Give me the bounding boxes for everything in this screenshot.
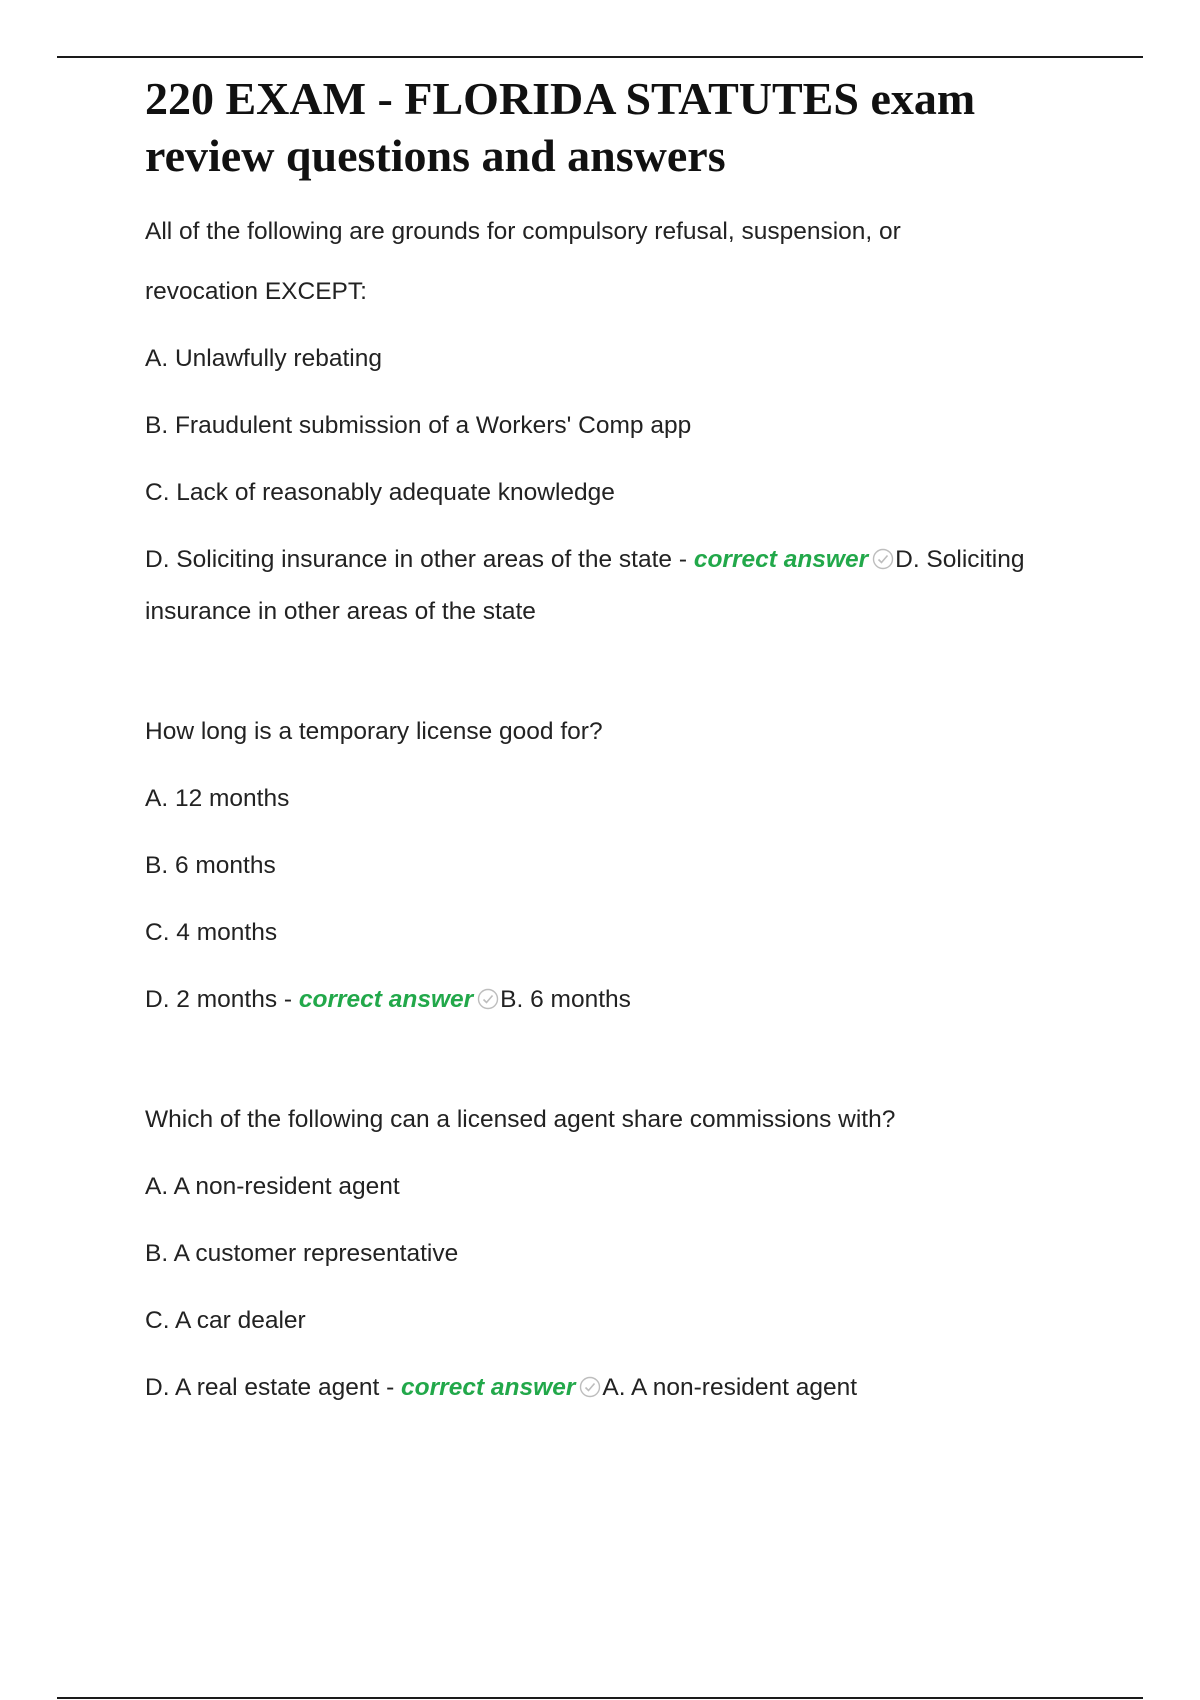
question-2 xyxy=(145,706,1085,1026)
check-circle-icon xyxy=(579,1376,601,1398)
question-stem: revocation EXCEPT: xyxy=(145,278,367,305)
option-d: D. Soliciting insurance in other areas of the state - xyxy=(145,546,694,573)
option-c: C. Lack of reasonably adequate knowledge xyxy=(145,479,615,506)
question-stem: Which of the following can a licensed agent share commissions with? xyxy=(145,1106,896,1133)
option-b: B. Fraudulent submission of a Workers' Comp app xyxy=(145,412,692,439)
option-d-with-answer xyxy=(145,1362,1085,1414)
option-b: B. 6 months xyxy=(145,852,276,879)
top-rule xyxy=(57,56,1143,58)
question-1 xyxy=(145,206,1085,638)
correct-answer-label: correct answer xyxy=(298,986,474,1013)
option-d: D. A real estate agent - xyxy=(145,1374,402,1401)
option-c: C. 4 months xyxy=(145,919,278,946)
option-d-with-answer xyxy=(145,534,1085,638)
document-title: 220 EXAM - FLORIDA STATUTES exam review questions and answers xyxy=(145,73,976,181)
bottom-rule xyxy=(57,1697,1143,1699)
option-d: D. 2 months - xyxy=(145,986,299,1013)
option-c: C. A car dealer xyxy=(145,1307,306,1334)
correct-answer-label: correct answer xyxy=(401,1374,576,1401)
question-stem: How long is a temporary license good for? xyxy=(145,718,603,745)
answer-text: A. A non-resident agent xyxy=(602,1374,858,1401)
answer-text: B. 6 months xyxy=(500,986,631,1013)
check-circle-icon xyxy=(872,548,894,570)
option-a: A. Unlawfully rebating xyxy=(145,345,382,372)
correct-answer-label: correct answer xyxy=(693,546,869,573)
question-3 xyxy=(145,1094,1085,1414)
question-stem: All of the following are grounds for compulsory refusal, suspension, or xyxy=(145,218,901,245)
answer-text: D. Soliciting insurance in other areas of the state xyxy=(145,546,1025,625)
option-b: B. A customer representative xyxy=(145,1240,459,1267)
option-d-with-answer xyxy=(145,974,1085,1026)
option-a: A. 12 months xyxy=(145,785,290,812)
check-circle-icon xyxy=(477,988,499,1010)
option-a: A. A non-resident agent xyxy=(145,1173,400,1200)
document-page xyxy=(145,70,1085,1414)
